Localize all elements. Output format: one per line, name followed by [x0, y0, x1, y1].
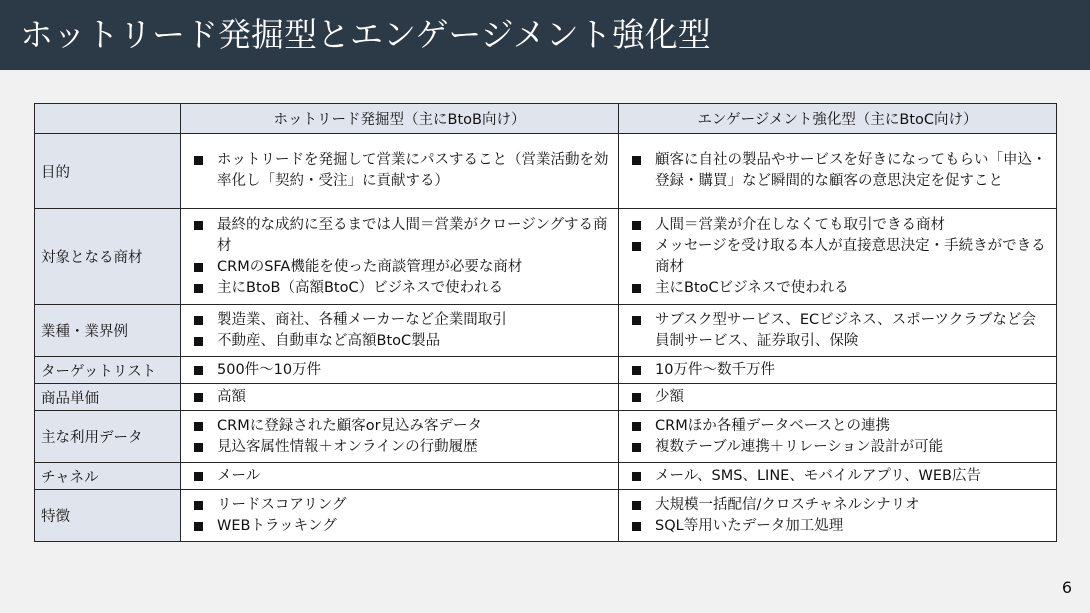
square-bullet-icon	[194, 221, 203, 230]
square-bullet-icon	[194, 337, 203, 346]
cell-engagement	[619, 490, 1057, 542]
table-row	[35, 305, 1057, 357]
square-bullet-icon	[194, 366, 203, 375]
list-item	[629, 466, 1048, 487]
list-item	[191, 416, 610, 437]
square-bullet-icon	[194, 263, 203, 272]
bullet-text: 主にBtoB（高額BtoC）ビジネスで使われる	[217, 279, 504, 296]
bullet-text: 製造業、商社、各種メーカーなど企業間取引	[217, 311, 507, 328]
bullet-text: メッセージを受け取る本人が直接意思決定・手続きができる商材	[655, 237, 1046, 275]
list-item	[629, 416, 1048, 437]
bullet-list	[191, 215, 610, 299]
list-item	[629, 236, 1048, 278]
title-bar	[0, 0, 1090, 70]
bullet-text: CRMのSFA機能を使った商談管理が必要な商材	[217, 258, 523, 275]
bullet-list	[191, 416, 610, 458]
row-label: 商品単価	[35, 384, 181, 411]
list-item	[191, 495, 610, 516]
cell-engagement	[619, 384, 1057, 411]
page-number: 6	[1061, 578, 1072, 597]
square-bullet-icon	[632, 316, 641, 325]
bullet-text: 複数テーブル連携＋リレーション設計が可能	[655, 438, 944, 455]
bullet-text: 不動産、自動車など高額BtoC製品	[217, 332, 441, 349]
bullet-text: 人間＝営業が介在しなくても取引できる商材	[655, 216, 945, 233]
bullet-list	[191, 387, 610, 408]
square-bullet-icon	[632, 221, 641, 230]
square-bullet-icon	[632, 284, 641, 293]
list-item	[191, 331, 610, 352]
bullet-text: ホットリードを発掘して営業にパスすること（営業活動を効率化し「契約・受注」に貢献する）	[217, 152, 609, 189]
list-item	[191, 257, 610, 278]
square-bullet-icon	[632, 242, 641, 251]
cell-hotlead	[181, 463, 619, 490]
bullet-text: メール	[217, 467, 261, 484]
bullet-text: リードスコアリング	[217, 496, 347, 513]
cell-hotlead	[181, 305, 619, 357]
list-item	[191, 466, 610, 487]
cell-engagement	[619, 305, 1057, 357]
bullet-text: WEBトラッキング	[217, 517, 337, 534]
table-row	[35, 384, 1057, 411]
bullet-text: 10万件〜数千万件	[655, 361, 775, 378]
cell-hotlead	[181, 357, 619, 384]
list-item	[629, 150, 1048, 192]
square-bullet-icon	[194, 284, 203, 293]
bullet-text: 500件〜10万件	[217, 361, 322, 378]
list-item	[629, 215, 1048, 236]
cell-engagement	[619, 463, 1057, 490]
table-row	[35, 357, 1057, 384]
square-bullet-icon	[194, 393, 203, 402]
list-item	[191, 516, 610, 537]
slide-title: ホットリード発掘型とエンゲージメント強化型	[20, 15, 711, 54]
table-row	[35, 411, 1057, 463]
cell-engagement	[619, 209, 1057, 305]
square-bullet-icon	[194, 316, 203, 325]
square-bullet-icon	[194, 443, 203, 452]
list-item	[629, 278, 1048, 299]
bullet-text: 見込客属性情報＋オンラインの行動履歴	[217, 438, 478, 455]
square-bullet-icon	[632, 156, 641, 165]
square-bullet-icon	[194, 501, 203, 510]
row-label: 対象となる商材	[35, 209, 181, 305]
table-body	[35, 134, 1057, 542]
list-item	[629, 310, 1048, 352]
bullet-list	[629, 215, 1048, 299]
bullet-text: 大規模一括配信/クロスチャネルシナリオ	[655, 496, 920, 513]
cell-hotlead	[181, 209, 619, 305]
square-bullet-icon	[632, 443, 641, 452]
bullet-list	[191, 310, 610, 352]
bullet-text: CRMに登録された顧客or見込み客データ	[217, 417, 483, 434]
row-label: ターゲットリスト	[35, 357, 181, 384]
bullet-list	[191, 150, 610, 192]
row-label: チャネル	[35, 463, 181, 490]
bullet-text: 主にBtoCビジネスで使われる	[655, 279, 849, 296]
square-bullet-icon	[632, 422, 641, 431]
bullet-text: 顧客に自社の製品やサービスを好きになってもらい「申込・登録・購買」など瞬間的な顧客の意思決定を促すこと	[655, 152, 1047, 189]
bullet-text: 少額	[655, 388, 684, 405]
bullet-text: 高額	[217, 388, 246, 405]
cell-engagement	[619, 134, 1057, 209]
list-item	[629, 516, 1048, 537]
square-bullet-icon	[194, 522, 203, 531]
square-bullet-icon	[632, 501, 641, 510]
bullet-list	[629, 416, 1048, 458]
square-bullet-icon	[632, 393, 641, 402]
bullet-list	[629, 466, 1048, 487]
table-row	[35, 463, 1057, 490]
bullet-list	[191, 360, 610, 381]
square-bullet-icon	[194, 422, 203, 431]
square-bullet-icon	[194, 156, 203, 165]
header-corner	[35, 104, 181, 134]
list-item	[629, 387, 1048, 408]
list-item	[191, 437, 610, 458]
list-item	[191, 387, 610, 408]
list-item	[191, 310, 610, 331]
bullet-text: 最終的な成約に至るまでは人間＝営業がクロージングする商材	[217, 216, 608, 254]
row-label: 業種・業界例	[35, 305, 181, 357]
comparison-table	[34, 103, 1057, 542]
bullet-text: CRMほか各種データベースとの連携	[655, 417, 890, 434]
bullet-list	[629, 310, 1048, 352]
bullet-list	[191, 495, 610, 537]
cell-engagement	[619, 357, 1057, 384]
row-label: 目的	[35, 134, 181, 209]
header-engagement: エンゲージメント強化型（主にBtoC向け）	[619, 104, 1057, 134]
table-row	[35, 490, 1057, 542]
bullet-list	[629, 387, 1048, 408]
table-header-row	[35, 104, 1057, 134]
list-item	[191, 150, 610, 192]
bullet-text: メール、SMS、LINE、モバイルアプリ、WEB広告	[655, 467, 981, 484]
square-bullet-icon	[194, 472, 203, 481]
list-item	[191, 215, 610, 257]
header-hotlead: ホットリード発掘型（主にBtoB向け）	[181, 104, 619, 134]
row-label: 特徴	[35, 490, 181, 542]
list-item	[629, 437, 1048, 458]
table-row	[35, 134, 1057, 209]
row-label: 主な利用データ	[35, 411, 181, 463]
bullet-text: サブスク型サービス、ECビジネス、スポーツクラブなど会員制サービス、証券取引、保険	[655, 311, 1036, 349]
list-item	[629, 495, 1048, 516]
bullet-list	[629, 150, 1048, 192]
cell-hotlead	[181, 384, 619, 411]
square-bullet-icon	[632, 366, 641, 375]
list-item	[191, 360, 610, 381]
cell-hotlead	[181, 411, 619, 463]
square-bullet-icon	[632, 472, 641, 481]
bullet-list	[191, 466, 610, 487]
cell-engagement	[619, 411, 1057, 463]
list-item	[629, 360, 1048, 381]
table-row	[35, 209, 1057, 305]
square-bullet-icon	[632, 522, 641, 531]
bullet-list	[629, 360, 1048, 381]
cell-hotlead	[181, 134, 619, 209]
cell-hotlead	[181, 490, 619, 542]
bullet-text: SQL等用いたデータ加工処理	[655, 517, 844, 534]
bullet-list	[629, 495, 1048, 537]
list-item	[191, 278, 610, 299]
